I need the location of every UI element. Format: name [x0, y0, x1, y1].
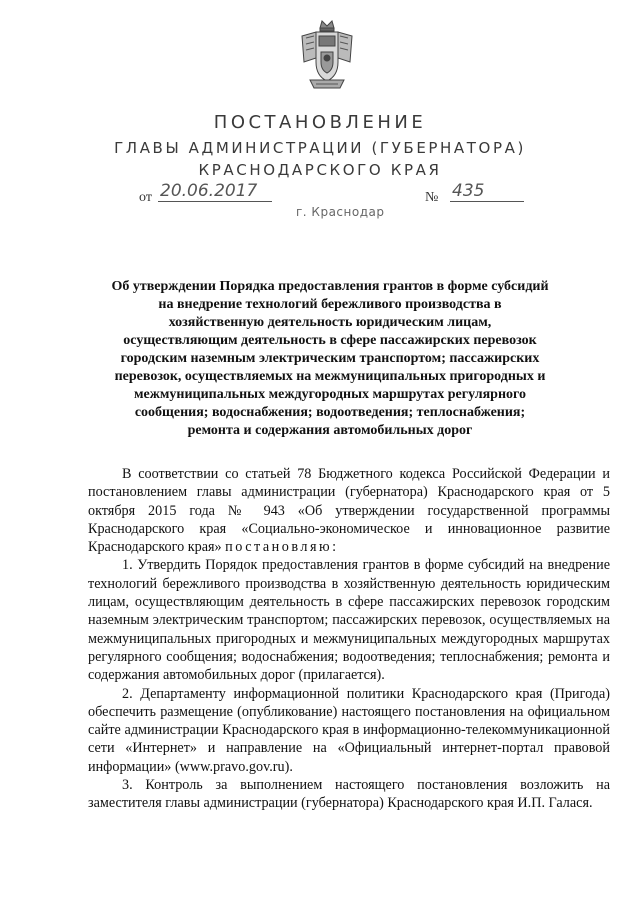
preamble-paragraph — [88, 465, 610, 556]
item-2-paragraph: 2. Департаменту информационной политики Краснодарского края (Пригода) обеспечить размещение (опубликование) настоящего постановления на официальном сайте администрации Краснодарского края в информационно-телекоммуникационной сети «Интернет» и направление на «Официальный интернет-портал правовой информации» (www.pravo.gov.ru). — [88, 685, 610, 775]
item-1-paragraph: 1. Утвердить Порядок предоставления грантов в форме субсидий на внедрение технологий бережливого производства в хозяйственную деятельность юридическим лицам, осуществляющим деятельность в сфере пассажирских перевозок городским наземным электрическим транспортом; пассажирских перевозок, осуществляемых на межмуниципальных пригородных и межмуниципальных междугородных маршрутах регулярного сообщения; водоснабжения; водоотведения; теплоснабжения; ремонта и содержания автомобильных дорог (прилагается). — [88, 557, 610, 684]
date-value: 20.06.2017 — [158, 181, 272, 202]
document-title: Об утверждении Порядка предоставления грантов в форме субсидий на внедрение технологий бережливого производства в хозяйственную деятельность юридическим лицам, осуществляющим деятельность в сфере пассажирских перевозок городским наземным электрическим транспортом; пассажирских перевозок, осуществляемых на межмуниципальных пригородных и межмуниципальных междугородных маршрутах регулярного сообщения; водоснабжения; водоотведения; теплоснабжения; ремонта и содержания автомобильных дорог — [111, 279, 549, 438]
coat-of-arms-icon — [298, 18, 356, 92]
number-label: № — [425, 190, 439, 205]
date-label: от — [139, 190, 152, 205]
authority-heading-line1: ГЛАВЫ АДМИНИСТРАЦИИ (ГУБЕРНАТОРА) — [114, 139, 526, 157]
number-value: 435 — [450, 181, 524, 202]
city-label: г. Краснодар — [296, 205, 385, 219]
preamble-text: В соответствии со статьей 78 Бюджетного кодекса Российской Федерации и постановлением главы администрации (губернатора) Краснодарского края от 5 октября 2015 года № 943 «Об утверждении государственной программы Краснодарского края «Социально-экономическое и инновационное развитие Краснодарского края» — [88, 466, 610, 556]
authority-heading-line2: КРАСНОДАРСКОГО КРАЯ — [198, 161, 442, 179]
resolve-word: постановляю: — [225, 539, 339, 556]
item-3-paragraph: 3. Контроль за выполнением настоящего постановления возложить на заместителя главы администрации (губернатора) Краснодарского края И.П. Галася. — [88, 777, 610, 812]
document-body — [88, 465, 610, 813]
document-type-heading: ПОСТАНОВЛЕНИЕ — [213, 112, 427, 133]
